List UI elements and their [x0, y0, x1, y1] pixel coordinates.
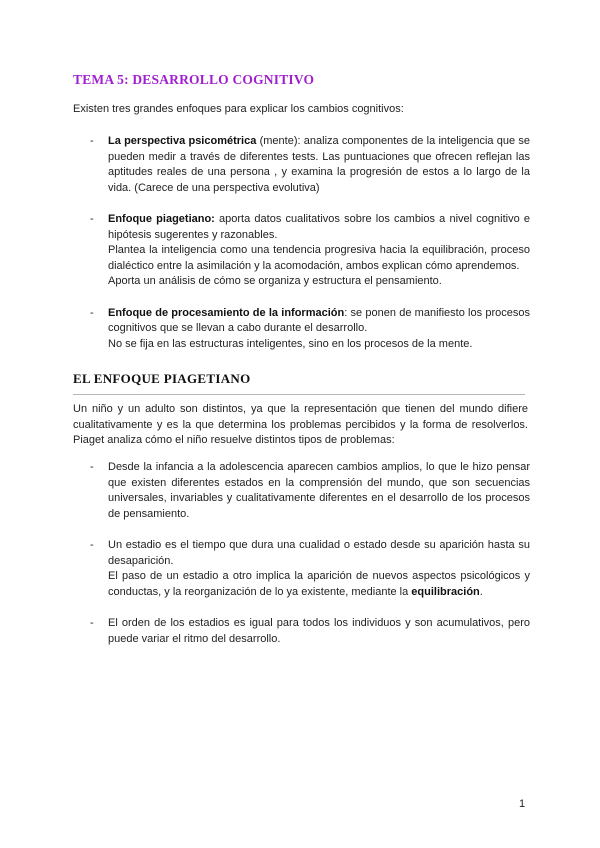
list-item-information-processing	[90, 306, 530, 353]
term-equilibration: equilibración	[411, 585, 480, 598]
list-item-text: - Desde la infancia a la adolescencia aparecen cambios amplios, lo que le hizo pensar que existen diferentes estados en la comprensión del mundo, que son secuencias universales, invariables y cualitativamente diferentes en el desarrollo de los procesos de pensamiento.	[108, 461, 530, 520]
term-information-processing: Enfoque de procesamiento de la información	[108, 306, 345, 319]
list-item-psychometric	[90, 134, 530, 196]
page-title: TEMA 5: DESARROLLO COGNITIVO	[73, 72, 315, 87]
term-piagetian: Enfoque piagetiano:	[108, 213, 215, 225]
intro-paragraph: Existen tres grandes enfoques para explicar los cambios cognitivos:	[73, 103, 404, 115]
section-intro-paragraph: Un niño y un adulto son distintos, ya que la representación que tienen del mundo difiere cualitativamente y es la que determina los problemas percibidos y la forma de resolverlos. Piaget analiza cómo el niño resuelve distintos tipos de problemas:	[73, 403, 528, 446]
list-item-text	[108, 134, 530, 196]
description-psychometric: (mente): analiza componentes de la inteligencia que se pueden medir a través de diferentes tests. Las puntuaciones que ofrecen reflejan las aptitudes reales de una persona , y examina la progresión de estos a lo largo de la vida. (Carece de una perspectiva evolutiva)	[108, 135, 530, 194]
piaget-points-list	[90, 460, 530, 647]
description-piagetian: aporta datos cualitativos sobre los cambios a nivel cognitivo e hipótesis sugerentes y razonables.	[108, 213, 530, 241]
list-item-text-extra	[108, 569, 530, 600]
list-item-stages-change	[90, 460, 530, 522]
list-item-text	[108, 306, 530, 337]
extra-post: .	[479, 585, 483, 598]
approaches-list	[90, 134, 530, 352]
description-information-processing-extra: No se fija en las estructuras inteligentes, sino en los procesos de la mente.	[108, 337, 473, 350]
page-number: 1	[519, 798, 526, 810]
description-information-processing: : se ponen de manifiesto los procesos cognitivos que se llevan a cabo durante el desarrollo.	[108, 306, 530, 334]
term-psychometric: La perspectiva psicométrica	[108, 135, 257, 147]
list-item-text	[108, 212, 530, 243]
list-item-stage-definition	[90, 538, 530, 600]
description-piagetian-extra-2: Aporta un análisis de cómo se organiza y estructura el pensamiento.	[108, 275, 442, 287]
list-item-text: - Un estadio es el tiempo que dura una cualidad o estado desde su aparición hasta su desaparición.	[108, 539, 530, 567]
list-item-text: - El orden de los estadios es igual para todos los individuos y son acumulativos, pero puede variar el ritmo del desarrollo.	[108, 617, 530, 645]
section-title: EL ENFOQUE PIAGETIANO	[73, 371, 251, 386]
description-piagetian-extra-1: Plantea la inteligencia como una tendencia progresiva hacia la equilibración, proceso dialéctico entre la asimilación y la acomodación, ambos explican cómo aprendemos.	[108, 244, 530, 272]
extra-pre: El paso de un estadio a otro implica la aparición de nuevos aspectos psicológicos y conductas, y la reorganización de lo ya existente, mediante la	[108, 570, 530, 598]
list-item-piagetian	[90, 212, 530, 290]
list-item-stage-order	[90, 616, 530, 647]
section-divider	[73, 394, 525, 395]
